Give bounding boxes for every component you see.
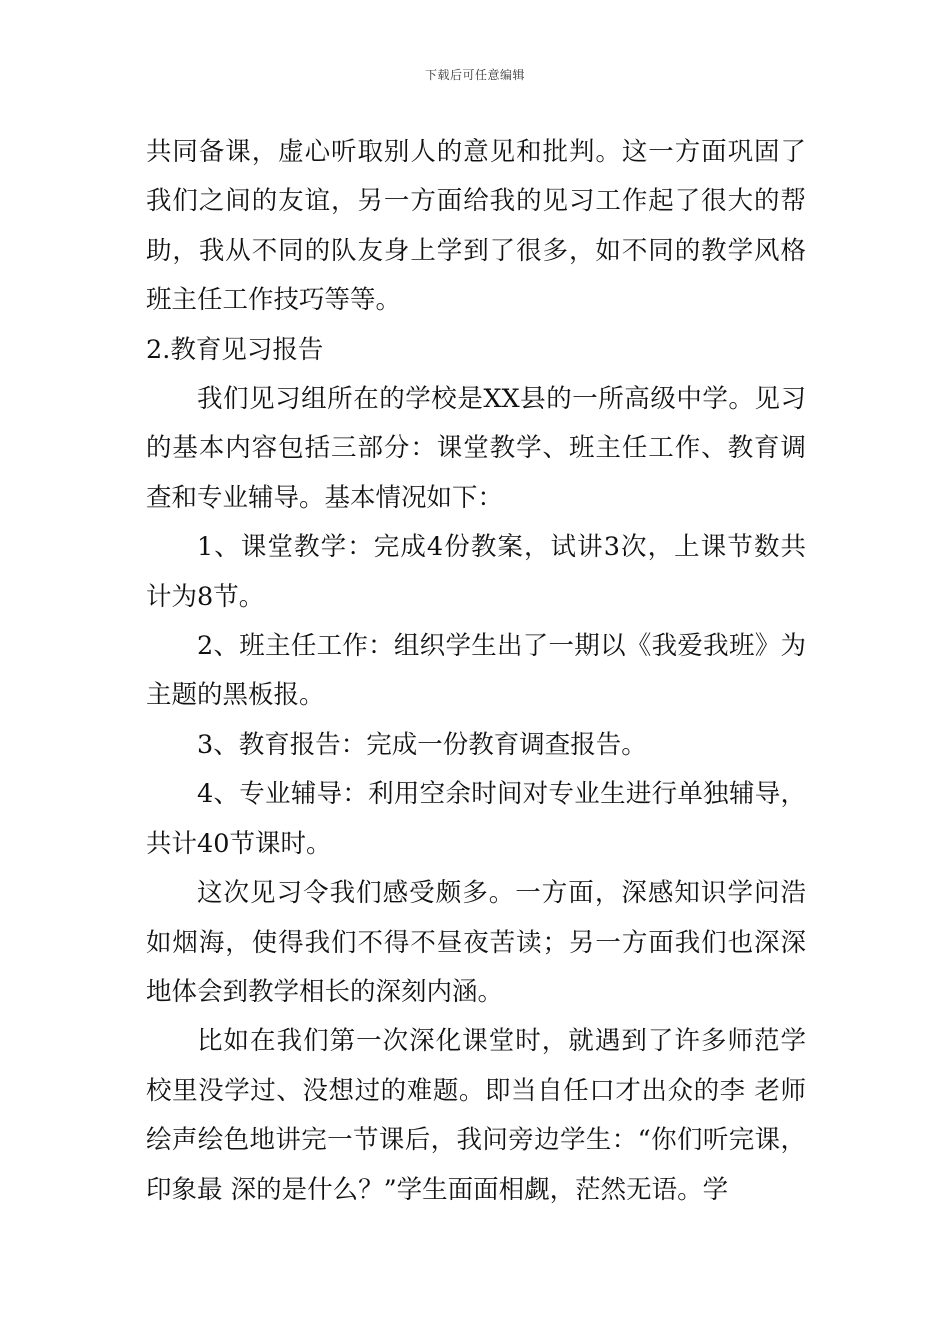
list-item-1: 1、课堂教学：完成4份教案，试讲3次，上课节数共计为8节。 [146,532,806,612]
paragraph-1: 共同备课，虚心听取别人的意见和批判。这一方面巩固了我们之间的友谊，另一方面给我的见习工作起了很大的帮助，我从不同的队友身上学到了很多，如不同的教学风格班主任工作技巧等等。 [146,137,806,316]
list-item-3: 3、教育报告：完成一份教育调查报告。 [197,729,647,760]
paragraph-3: 我们见习组所在的学校是XX县的一所高级中学。见习的基本内容包括三部分：课堂教学、班主任工作、教育调查和专业辅导。基本情况如下： [146,384,806,513]
list-item-4: 4、专业辅导：利用空余时间对专业生进行单独辅导，共计40节课时。 [146,779,806,859]
section-heading: 2.教育见习报告 [146,334,324,365]
page-header: 下载后可任意编辑 [424,68,525,82]
paragraph-8: 这次见习令我们感受颇多。一方面，深感知识学问浩如烟海，使得我们不得不昼夜苦读；另一方面我们也深深地体会到教学相长的深刻内涵。 [146,878,806,1007]
list-item-2: 2、班主任工作：组织学生出了一期以《我爱我班》为主题的黑板报。 [146,631,806,711]
document-body [146,128,806,1215]
paragraph-9: 比如在我们第一次深化课堂时，就遇到了许多师范学校里没学过、没想过的难题。即当自任口才出众的李 老师绘声绘色地讲完一节课后，我问旁边学生：“你们听完课，印象最 深的是什么？”学生面面相觑，茫然无语。学 [146,1026,806,1205]
